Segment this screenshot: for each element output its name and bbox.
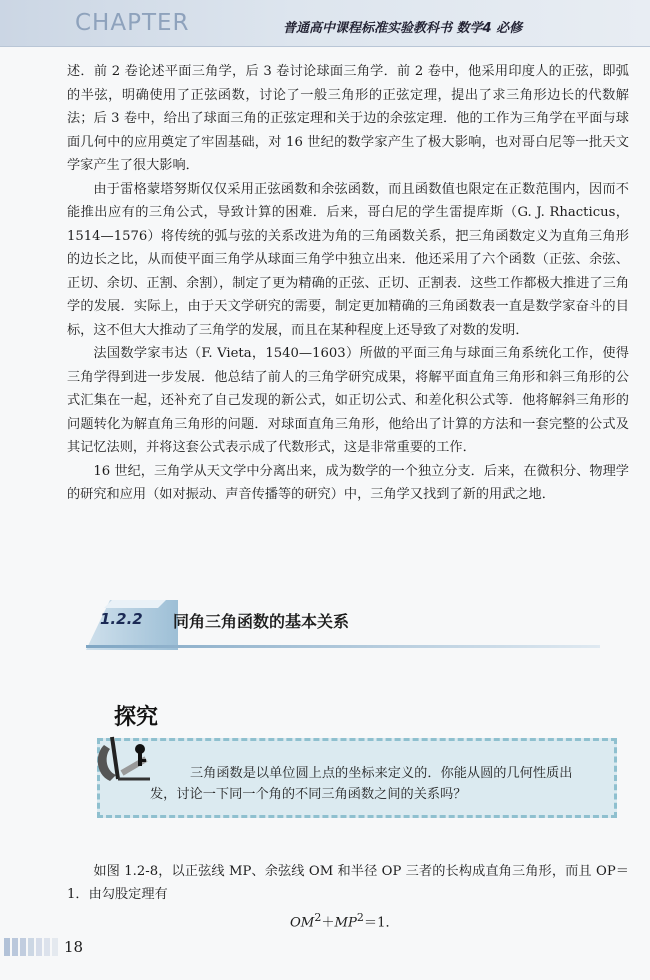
formula-operator: ＋ (321, 915, 335, 931)
chapter-label: CHAPTER (75, 10, 190, 36)
section-number: 1.2.2 (100, 610, 143, 628)
formula-rhs: ＝1． (363, 915, 399, 931)
explore-text-line: 三角函数是以单位圆上点的坐标来定义的．你能从圆的几何性质出 (190, 766, 573, 781)
explore-label: 探究 (114, 704, 159, 730)
formula-term: OM (290, 915, 315, 931)
formula-term: MP (334, 915, 357, 931)
page-header (0, 0, 650, 47)
book-title: 普通高中课程标准实验教科书 数学4 必修 (283, 21, 523, 36)
page-number: 18 (64, 938, 84, 956)
formula-exponent: 2 (356, 911, 364, 924)
explore-text (150, 763, 602, 805)
body-text (67, 60, 629, 507)
paragraph: 16 世纪，三角学从天文学中分离出来，成为数学的一个独立分支．后来，在微积分、物理学的研究和应用（如对振动、声音传播等的研究）中，三角学又找到了新的用武之地． (67, 463, 629, 502)
paragraph: 由于雷格蒙塔努斯仅仅采用正弦函数和余弦函数，而且函数值也限定在正数范围内，因而不能推出应有的三角公式，导致计算的困难．后来，哥白尼的学生雷提库斯（G. J. Rhacticus，1514—1576）将传统的弧与弦的关系改进为角的三角函数关系，把三角函数定义为直角三角形的边长之比，从而使平面三角学从球面三角学中独立出来．他还采用了六个函数（正弦、余弦、正切、余切、正割、余割），制定了更为精确的正弦、正切、正割表．这些工作都极大推进了三角学的发展．实际上，由于天文学研究的需要，制定更加精确的三角函数表一直是数学家奋斗的目标，这不但大大推动了三角学的发展，而且在某种程度上还导致了对数的发明． (67, 181, 629, 338)
explore-text-line: 发，讨论一下同一个角的不同三角函数之间的关系吗？ (150, 787, 467, 802)
bottom-text (67, 860, 629, 906)
paragraph: 如图 1.2-8，以正弦线 MP、余弦线 OM 和半径 OP 三者的长构成直角三角形，而且 OP＝1．由勾股定理有 (67, 864, 629, 902)
footer-decoration (0, 934, 60, 960)
pythagorean-formula (290, 911, 399, 930)
paragraph: 法国数学家韦达（F. Vieta，1540—1603）所做的平面三角与球面三角系统化工作，使得三角学得到进一步发展．他总结了前人的三角学研究成果，将解平面直角三角形和斜三角形的公式汇集在一起，还补充了自己发现的新公式，如正切公式、和差化积公式等．他将解斜三角形的问题转化为解直角三角形的问题．对球面直角三角形，他给出了计算的方法和一套完整的公式及其记忆法则，并将这套公式表示成了代数形式，这是非常重要的工作． (67, 346, 629, 455)
paragraph: 述．前 2 卷论述平面三角学，后 3 卷讨论球面三角学．前 2 卷中，他采用印度人的正弦，即弧的半弦，明确使用了正弦函数，讨论了一般三角形的正弦定理，提出了求三角形边长的代数解法；后 3 卷中，给出了球面三角的正弦定理和关于边的余弦定理．他的工作为三角学在平面与球面几何中的应用奠定了牢固基础，对 16 世纪的数学家产生了极大影响，也对哥白尼等一批天文学家产生了很大影响． (67, 64, 629, 173)
formula-exponent: 2 (314, 911, 322, 924)
section-title: 同角三角函数的基本关系 (173, 612, 350, 631)
